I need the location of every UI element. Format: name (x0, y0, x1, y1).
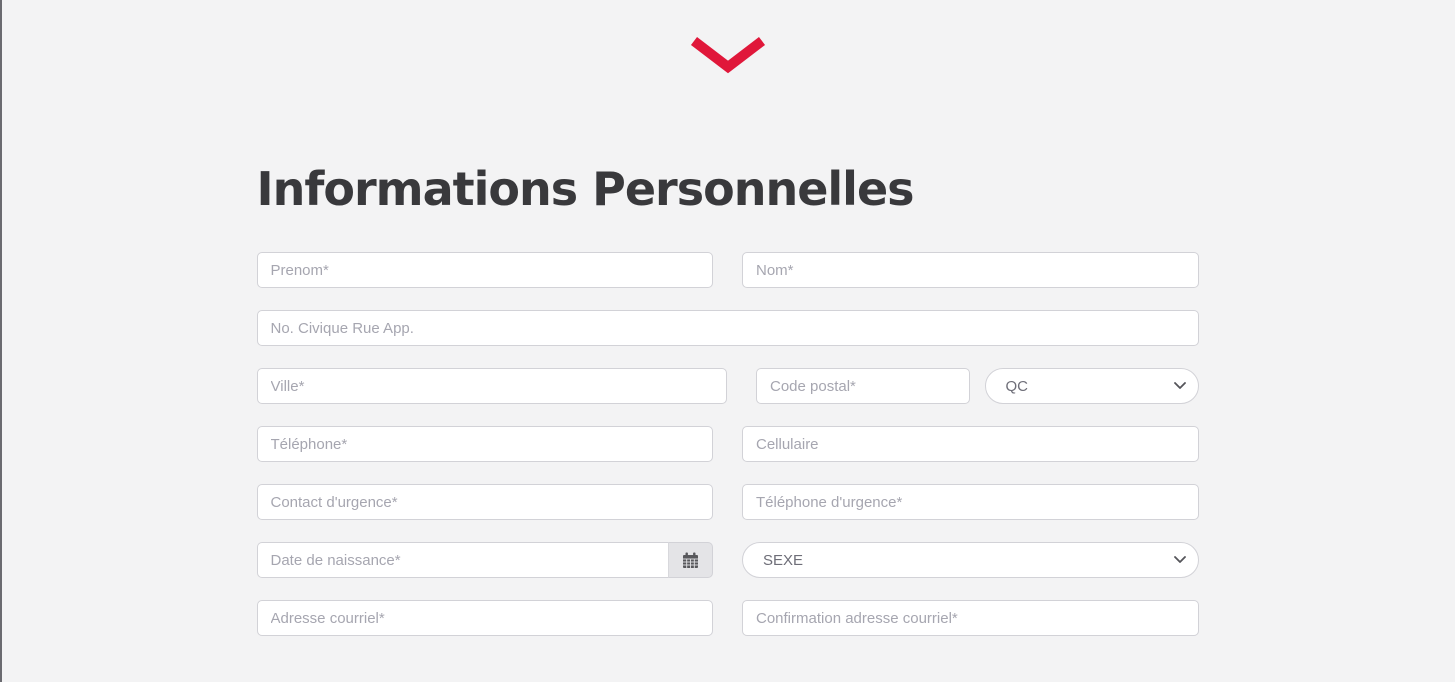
phone-input[interactable] (257, 426, 714, 462)
scroll-down-indicator[interactable] (257, 0, 1199, 74)
form-row-city (257, 368, 1199, 404)
page-title: Informations Personnelles (256, 162, 914, 216)
gender-select-wrap (742, 542, 1199, 578)
form-row-email (257, 600, 1199, 636)
calendar-button[interactable] (668, 542, 713, 578)
form-row-emergency (257, 484, 1199, 520)
postal-code-input[interactable] (756, 368, 970, 404)
birthdate-input[interactable] (257, 542, 669, 578)
personal-info-form (257, 252, 1199, 636)
gender-select[interactable] (742, 542, 1199, 578)
form-row-address (257, 310, 1199, 346)
birthdate-group (257, 542, 714, 578)
email-confirm-input[interactable] (742, 600, 1199, 636)
email-input[interactable] (257, 600, 714, 636)
form-row-birthdate-gender (257, 542, 1199, 578)
province-select[interactable] (985, 368, 1199, 404)
province-select-wrap (985, 368, 1199, 404)
postal-province-group (756, 368, 1199, 404)
form-row-name (257, 252, 1199, 288)
chevron-down-icon (689, 36, 767, 74)
street-address-input[interactable] (257, 310, 1199, 346)
personal-info-section (257, 0, 1199, 636)
emergency-phone-input[interactable] (742, 484, 1199, 520)
window-left-edge (0, 0, 2, 682)
cell-phone-input[interactable] (742, 426, 1199, 462)
last-name-input[interactable] (742, 252, 1199, 288)
form-row-phone (257, 426, 1199, 462)
emergency-contact-input[interactable] (257, 484, 714, 520)
calendar-icon (682, 552, 699, 569)
first-name-input[interactable] (257, 252, 714, 288)
city-input[interactable] (257, 368, 728, 404)
